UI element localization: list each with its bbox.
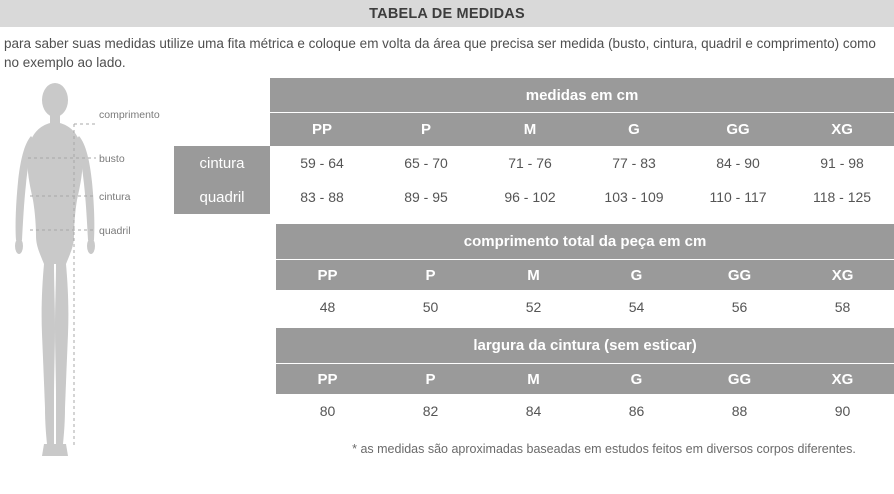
cell-quadril-pp: 83 - 88 bbox=[270, 180, 374, 214]
cell-quadril-gg: 110 - 117 bbox=[686, 180, 790, 214]
cell-comprimento-m: 52 bbox=[482, 290, 585, 324]
size-header-pp: PP bbox=[270, 113, 374, 147]
table-row bbox=[276, 290, 894, 324]
table-largura-title: largura da cintura (sem esticar) bbox=[276, 328, 894, 364]
female-body-illustration bbox=[0, 78, 174, 463]
cell-largura-pp: 80 bbox=[276, 394, 379, 428]
size-header-pp: PP bbox=[276, 364, 379, 395]
spacer-cell bbox=[174, 78, 270, 113]
cell-comprimento-g: 54 bbox=[585, 290, 688, 324]
table-row bbox=[276, 394, 894, 428]
cell-largura-m: 84 bbox=[482, 394, 585, 428]
size-header-gg: GG bbox=[688, 364, 791, 395]
spacer-cell bbox=[174, 113, 270, 147]
table-row-sizes bbox=[174, 113, 894, 147]
cell-cintura-xg: 91 - 98 bbox=[790, 146, 894, 180]
size-header-g: G bbox=[585, 364, 688, 395]
body-figure bbox=[0, 78, 174, 463]
row-label-quadril: quadril bbox=[174, 180, 270, 214]
size-header-p: P bbox=[379, 364, 482, 395]
table-comprimento bbox=[276, 224, 894, 324]
label-quadril: quadril bbox=[99, 225, 131, 237]
size-header-g: G bbox=[585, 260, 688, 291]
table-medidas-title: medidas em cm bbox=[270, 78, 894, 113]
cell-comprimento-xg: 58 bbox=[791, 290, 894, 324]
size-header-xg: XG bbox=[791, 364, 894, 395]
cell-largura-gg: 88 bbox=[688, 394, 791, 428]
label-comprimento: comprimento bbox=[99, 109, 160, 121]
cell-largura-g: 86 bbox=[585, 394, 688, 428]
size-header-pp: PP bbox=[276, 260, 379, 291]
table-row-title bbox=[276, 328, 894, 364]
cell-cintura-gg: 84 - 90 bbox=[686, 146, 790, 180]
cell-largura-xg: 90 bbox=[791, 394, 894, 428]
cell-largura-p: 82 bbox=[379, 394, 482, 428]
size-header-xg: XG bbox=[791, 260, 894, 291]
cell-cintura-pp: 59 - 64 bbox=[270, 146, 374, 180]
page-title: TABELA DE MEDIDAS bbox=[369, 5, 525, 22]
table-comprimento-title: comprimento total da peça em cm bbox=[276, 224, 894, 260]
table-row-title bbox=[174, 78, 894, 113]
row-label-cintura: cintura bbox=[174, 146, 270, 180]
chart-body bbox=[0, 78, 894, 463]
table-row bbox=[174, 146, 894, 180]
table-row bbox=[174, 180, 894, 214]
size-header-xg: XG bbox=[790, 113, 894, 147]
cell-cintura-m: 71 - 76 bbox=[478, 146, 582, 180]
cell-quadril-m: 96 - 102 bbox=[478, 180, 582, 214]
size-header-gg: GG bbox=[688, 260, 791, 291]
cell-cintura-p: 65 - 70 bbox=[374, 146, 478, 180]
table-largura-wrap bbox=[276, 328, 894, 428]
cell-comprimento-p: 50 bbox=[379, 290, 482, 324]
label-cintura: cintura bbox=[99, 191, 131, 203]
intro-paragraph: para saber suas medidas utilize uma fita métrica e coloque em volta da área que precisa ser medida (busto, cintura, quadril e comprimento) como no exemplo ao lado. bbox=[0, 27, 894, 78]
size-header-p: P bbox=[374, 113, 478, 147]
size-header-m: M bbox=[478, 113, 582, 147]
cell-quadril-p: 89 - 95 bbox=[374, 180, 478, 214]
cell-quadril-xg: 118 - 125 bbox=[790, 180, 894, 214]
table-medidas bbox=[174, 78, 894, 214]
table-comprimento-wrap bbox=[276, 224, 894, 324]
size-header-m: M bbox=[482, 364, 585, 395]
size-header-gg: GG bbox=[686, 113, 790, 147]
cell-comprimento-gg: 56 bbox=[688, 290, 791, 324]
table-largura bbox=[276, 328, 894, 428]
cell-comprimento-pp: 48 bbox=[276, 290, 379, 324]
table-row-sizes bbox=[276, 260, 894, 291]
cell-quadril-g: 103 - 109 bbox=[582, 180, 686, 214]
cell-cintura-g: 77 - 83 bbox=[582, 146, 686, 180]
tables-column bbox=[174, 78, 894, 456]
label-busto: busto bbox=[99, 153, 125, 165]
size-header-p: P bbox=[379, 260, 482, 291]
size-header-m: M bbox=[482, 260, 585, 291]
footnote: * as medidas são aproximadas baseadas em estudos feitos em diversos corpos diferentes. bbox=[352, 442, 856, 456]
table-row-title bbox=[276, 224, 894, 260]
table-row-sizes bbox=[276, 364, 894, 395]
size-header-g: G bbox=[582, 113, 686, 147]
page-title-bar bbox=[0, 0, 894, 27]
